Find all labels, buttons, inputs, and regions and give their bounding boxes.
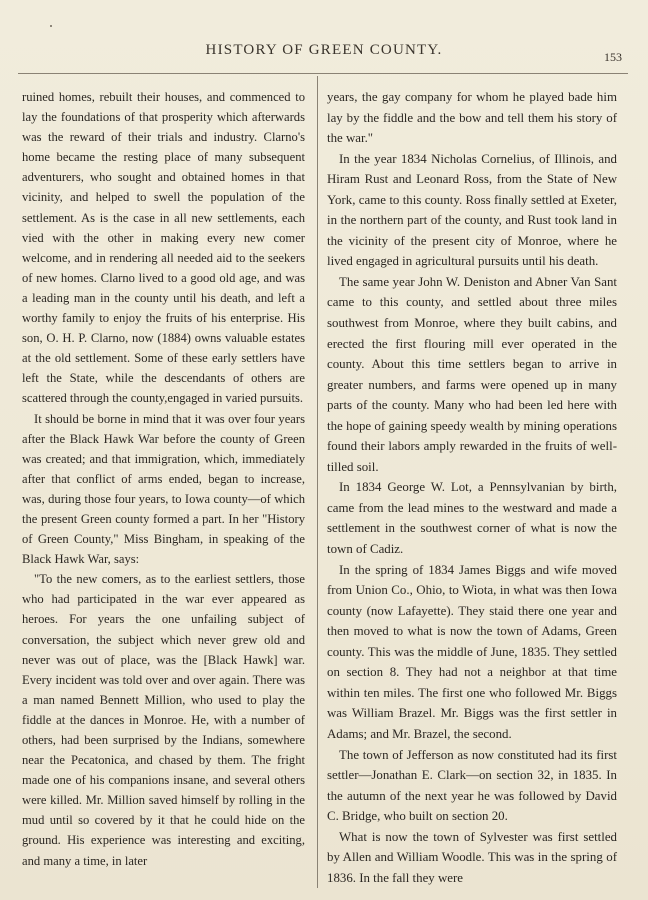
header-rule (18, 73, 628, 74)
column-divider (317, 76, 318, 888)
paragraph: ruined homes, rebuilt their houses, and commenced to lay the foundations of that prosperity which afterwards was the reward of their trials and industry. Clarno's home became the resting place of many subsequent adventurers, who sought and obtained homes in that vicinity, and helped to swell the population of the settlement. As is the case in all new settlements, each vied with the other in making every new comer welcome, and in rendering all needed aid to the seekers of new homes. Clarno lived to a good old age, and was a leading man in the county until his death, and left a worthy family to enjoy the fruits of his enterprise. His son, O. H. P. Clarno, now (1884) owns valuable estates at the old settlement. Some of these early settlers have left the State, while the descendants of others are scattered through the county,engaged in varied pursuits. (22, 90, 305, 406)
running-header-title: HISTORY OF GREEN COUNTY. (205, 42, 443, 58)
right-column (327, 87, 617, 888)
paragraph: The same year John W. Deniston and Abner Van Sant came to this county, and settled about three miles southwest from Monroe, where they built cabins, and erected the first flouring mill ever operated in the county. About this time settlers began to arrive in greater numbers, and farms were opened up in many parts of the county. Many who had been led here with the hope of gaining speedy wealth by mining operations found their labors amply rewarded in the fruits of well-tilled soil. (327, 274, 617, 474)
paragraph: "To the new comers, as to the earliest settlers, those who had participated in the war ever appeared as heroes. For years the one unfailing subject of conversation, the subject which never grew old and never was out of place, was the [Black Hawk] war. Every incident was told over and over again. There was a man named Bennett Million, who used to play the fiddle at the dances in Monroe. He, with a number of others, had been surprised by the Indians, somewhere near the Pecatonica, and chased by them. The fright made one of his companions insane, and several others were killed. Mr. Million saved himself by rolling in the mud until so covered by it that he could hide on the ground. His experience was interesting and exciting, and many a time, in later (22, 572, 305, 868)
paragraph: It should be borne in mind that it was over four years after the Black Hawk War before the county of Green was created; and that immigration, which, immediately after that conflict of arms ended, began to increase, was, during those four years, to Iowa county—of which the present Green county formed a part. In her "History of Green County," Miss Bingham, in speaking of the Black Hawk War, says: (22, 411, 305, 567)
ink-speck (50, 25, 52, 27)
paragraph: In the year 1834 Nicholas Cornelius, of Illinois, and Hiram Rust and Leonard Ross, from the State of New York, came to this county. Ross finally settled at Exeter, in the northern part of the county, and Rust took land in the vicinity of the present city of Monroe, where he lived engaged in agricultural pursuits until his death. (327, 151, 617, 269)
paragraph: years, the gay company for whom he played bade him lay by the fiddle and the bow and tell them his story of the war." (327, 90, 617, 146)
paragraph: In the spring of 1834 James Biggs and wife moved from Union Co., Ohio, to Wiota, in what was then Iowa county (now Lafayette). They staid there one year and then moved to what is now the town of Adams, Green county. This was the middle of June, 1835. They settled on section 8. They had not a neighbor at that time within ten miles. The first one who followed Mr. Biggs was William Brazel. Mr. Biggs was the first settler in Adams; and Mr. Brazel, the second. (327, 562, 617, 741)
left-column (22, 87, 305, 871)
paragraph: What is now the town of Sylvester was first settled by Allen and William Woodle. This was in the spring of 1836. In the fall they were (327, 829, 617, 885)
paragraph: In 1834 George W. Lot, a Pennsylvanian by birth, came from the lead mines to the westward and made a settlement in the southwest corner of what is now the town of Cadiz. (327, 480, 617, 557)
page-number: 153 (604, 50, 622, 64)
paragraph: The town of Jefferson as now constituted had its first settler—Jonathan E. Clark—on section 32, in 1835. In the autumn of the next year he was followed by David C. Bridge, who built on section 20. (327, 747, 617, 824)
